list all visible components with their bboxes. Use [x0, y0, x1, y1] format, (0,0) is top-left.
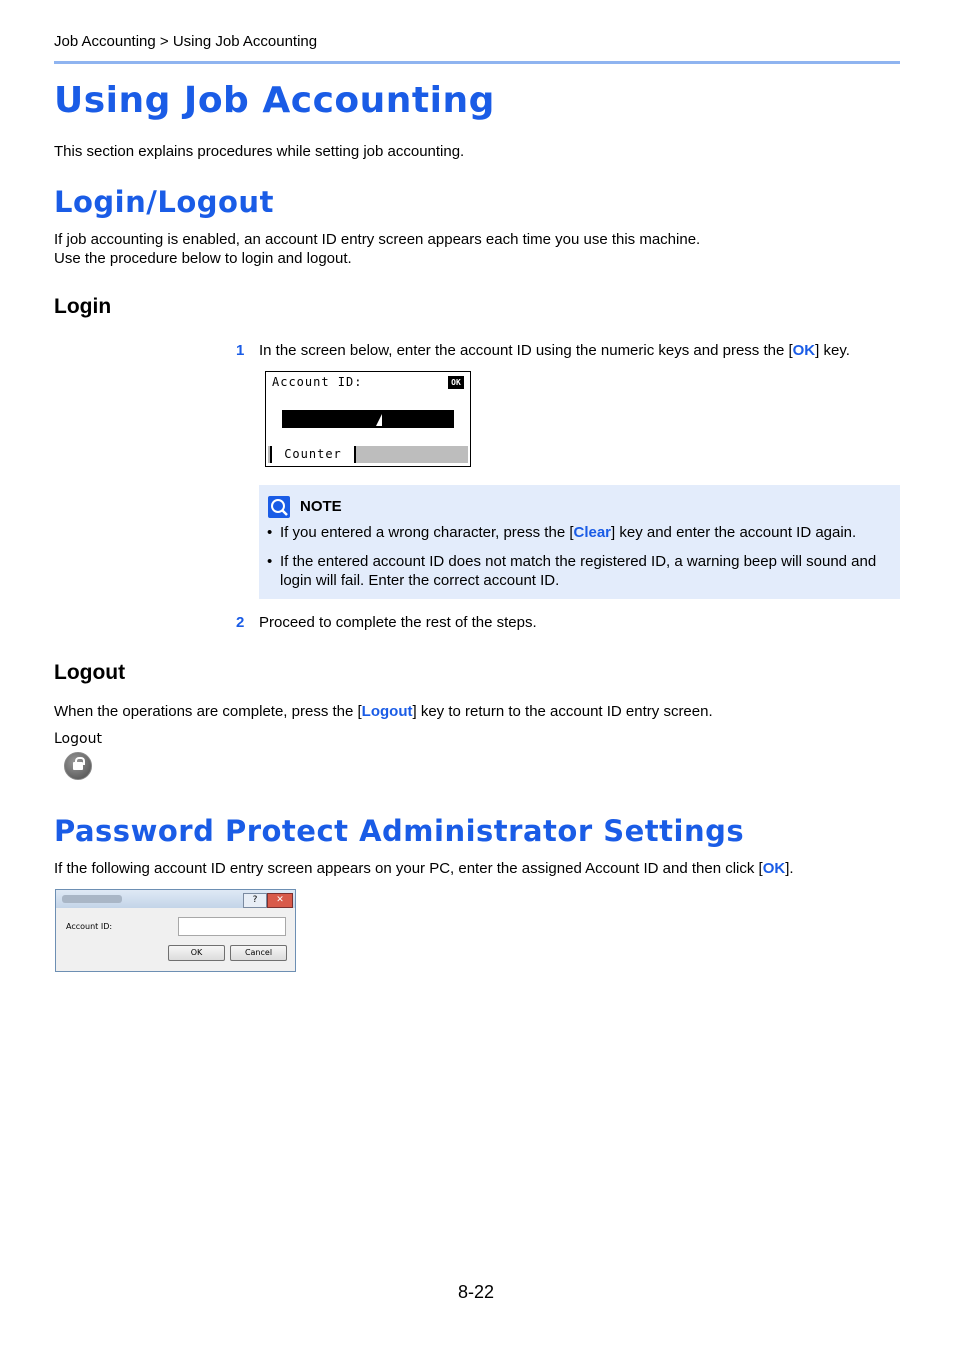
logout-key-label: Logout: [54, 731, 102, 747]
ok-key-ref: OK: [792, 342, 816, 359]
breadcrumb: Job Accounting > Using Job Accounting: [54, 33, 318, 50]
login-logout-line1: If job accounting is enabled, an account ID entry screen appears each time you use this machine.: [54, 231, 701, 248]
note-box: [259, 485, 900, 599]
clear-key-ref: Clear: [573, 524, 612, 541]
logout-key-ref: Logout: [361, 703, 413, 720]
close-button[interactable]: ✕: [267, 893, 293, 908]
lock-body: [73, 762, 83, 770]
login-logout-heading: Login/Logout: [54, 185, 274, 219]
page-number: 8-22: [458, 1282, 495, 1302]
note-bullet-2: •: [267, 553, 273, 570]
logout-before: When the operations are complete, press the [: [54, 703, 362, 720]
logout-text: [54, 702, 713, 721]
dialog-title-blur: [62, 895, 122, 903]
note-item-1-before: If you entered a wrong character, press the [: [280, 524, 574, 541]
note-item-1-after: ] key and enter the account ID again.: [611, 524, 857, 541]
logout-heading: Logout: [54, 661, 126, 684]
step-1-before: In the screen below, enter the account ID using the numeric keys and press the [: [259, 342, 793, 359]
logout-key-icon[interactable]: [64, 752, 92, 780]
step-2-number: 2: [236, 614, 245, 631]
note-bullet-1: •: [267, 524, 273, 541]
note-item-2-text: If the entered account ID does not match the registered ID, a warning beep will sound and login will fail. Enter the correct account ID.: [280, 553, 877, 589]
logout-after: ] key to return to the account ID entry screen.: [412, 703, 713, 720]
account-id-dialog: [55, 889, 296, 972]
ok-key-ref-2: OK: [762, 860, 786, 877]
dialog-account-id-label: Account ID:: [66, 922, 113, 931]
note-item-1: [267, 523, 897, 542]
lcd-cursor: [376, 414, 382, 426]
header-rule: [54, 61, 900, 64]
dialog-cancel-button[interactable]: Cancel: [230, 945, 287, 961]
password-heading: Password Protect Administrator Settings: [54, 814, 745, 848]
lcd-account-id-screen: [265, 371, 471, 467]
note-item-2: [267, 552, 897, 590]
step-1-number: 1: [236, 342, 245, 359]
lcd-entry-field: [282, 410, 454, 428]
note-heading: NOTE: [300, 498, 342, 515]
page-title: Using Job Accounting: [54, 80, 495, 121]
password-before: If the following account ID entry screen appears on your PC, enter the assigned Account ID and then click [: [54, 860, 763, 877]
lcd-counter-softkey[interactable]: Counter: [270, 446, 356, 463]
login-logout-line2: Use the procedure below to login and logout.: [54, 250, 352, 267]
step-1-text: [259, 342, 850, 359]
intro-text: This section explains procedures while setting job accounting.: [54, 143, 465, 160]
dialog-ok-button[interactable]: OK: [168, 945, 225, 961]
step-2-text: Proceed to complete the rest of the steps.: [259, 614, 537, 631]
lcd-title: Account ID:: [272, 375, 363, 389]
password-after: ].: [785, 860, 794, 877]
note-icon: [268, 496, 290, 518]
login-heading: Login: [54, 295, 112, 318]
help-button[interactable]: ?: [243, 893, 267, 908]
lcd-ok-icon: OK: [448, 376, 464, 389]
step-1-after: ] key.: [815, 342, 850, 359]
dialog-account-id-input[interactable]: [178, 917, 286, 936]
password-text: [54, 859, 794, 878]
dialog-titlebar: [56, 890, 295, 908]
